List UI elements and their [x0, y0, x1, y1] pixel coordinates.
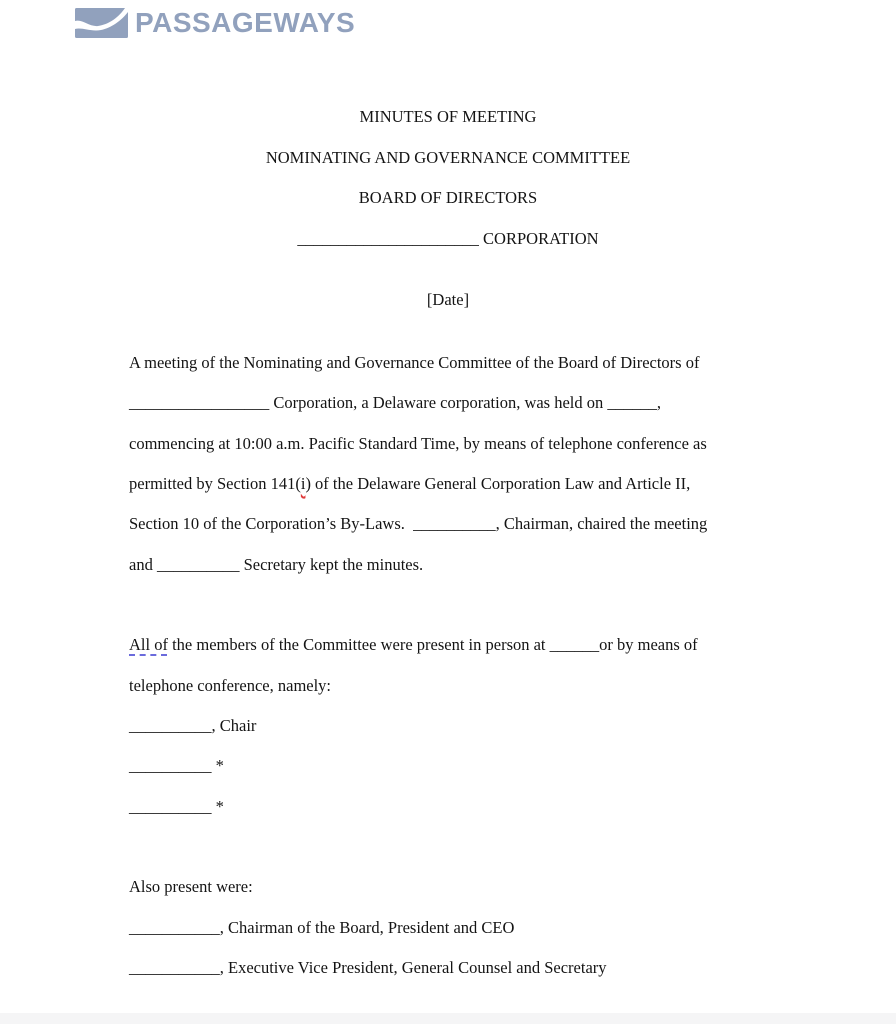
paragraph-members-present: [129, 625, 777, 827]
page-bottom-edge: [0, 1013, 896, 1024]
passageways-swoosh-icon: [75, 8, 128, 38]
text-segment: __________ *: [129, 756, 224, 776]
document-body: [129, 343, 777, 988]
doc-line: [129, 343, 777, 383]
doc-line: [129, 625, 777, 665]
text-segment: the members of the Committee were present in person at ______or by means of: [167, 635, 698, 655]
doc-title-line: MINUTES OF MEETING: [359, 107, 537, 126]
doc-line: [129, 746, 777, 786]
grammar-underline: All of: [129, 635, 168, 655]
doc-line: [129, 948, 777, 988]
brand-name: PASSAGEWAYS: [135, 7, 356, 38]
doc-title-line: BOARD OF DIRECTORS: [358, 188, 538, 208]
text-segment: and __________ Secretary kept the minutes.: [129, 554, 424, 574]
doc-line: [129, 545, 777, 585]
paragraph-meeting-intro: [129, 343, 777, 585]
document-title-block: [0, 97, 896, 260]
paragraph-also-present: [129, 867, 777, 988]
doc-line: [129, 504, 777, 544]
text-segment: Also present were:: [129, 877, 253, 897]
text-segment: ___________, Chairman of the Board, President and CEO: [129, 917, 515, 937]
doc-line: [129, 424, 777, 464]
doc-line: [129, 787, 777, 827]
text-segment: __________, Chair: [129, 715, 257, 735]
doc-title-line: NOMINATING AND GOVERNANCE COMMITTEE: [265, 147, 631, 167]
text-segment: ___________, Executive Vice President, General Counsel and Secretary: [129, 957, 607, 977]
text-segment: permitted by Section 141(: [129, 473, 301, 493]
text-segment: commencing at 10:00 a.m. Pacific Standard Time, by means of telephone conference as: [129, 433, 707, 453]
spellcheck-underline: i: [300, 473, 306, 493]
text-segment: A meeting of the Nominating and Governance Committee of the Board of Directors of: [129, 353, 700, 372]
doc-line: [129, 867, 777, 907]
doc-title-line: ______________________ CORPORATION: [297, 228, 599, 248]
date-placeholder: [Date]: [426, 290, 470, 309]
text-segment: Section 10 of the Corporation’s By-Laws. __________, Chairman, chaired the meeting: [129, 514, 708, 534]
doc-line: [129, 706, 777, 746]
text-segment: telephone conference, namely:: [129, 675, 332, 695]
text-segment: __________ *: [129, 796, 224, 816]
text-segment: ) of the Delaware General Corporation Law and Article II,: [305, 473, 691, 493]
doc-line: [129, 908, 777, 948]
doc-line: [129, 383, 777, 423]
text-segment: _________________ Corporation, a Delaware corporation, was held on ______,: [129, 393, 662, 413]
doc-line: [129, 464, 777, 504]
brand-logo: [75, 8, 355, 38]
doc-line: [129, 666, 777, 706]
